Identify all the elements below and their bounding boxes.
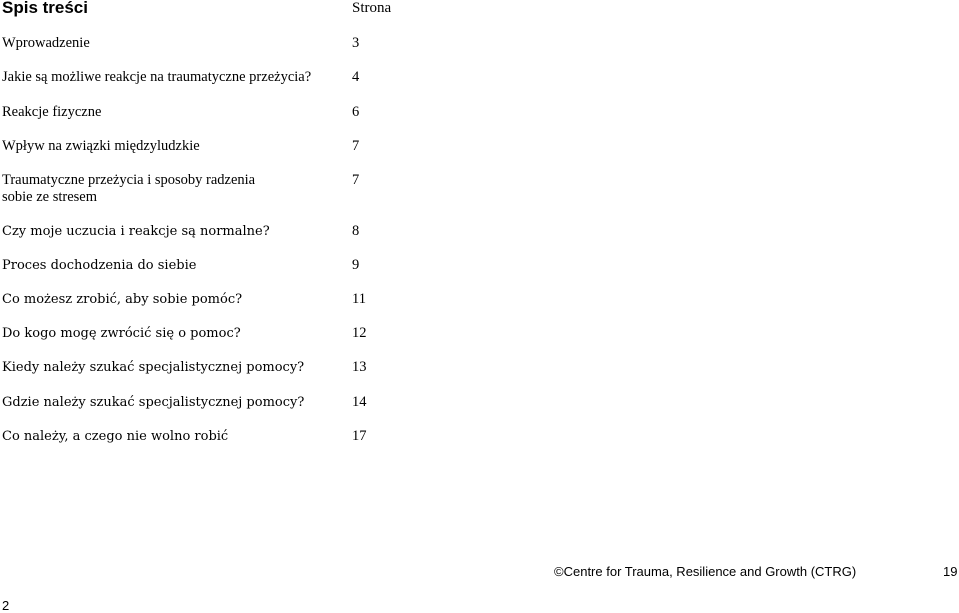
toc-entry-page: 13 — [352, 359, 367, 375]
toc-entry-label: Wpływ na związki międzyludzkie — [2, 138, 200, 154]
toc-entry-label: Kiedy należy szukać specjalistycznej pomocy? — [2, 360, 305, 375]
toc-entry-page: 7 — [352, 172, 360, 188]
copyright-line — [554, 564, 856, 579]
toc-entry-label: Traumatyczne przeżycia i sposoby radzenia — [2, 172, 256, 188]
toc-entry-page: 8 — [352, 223, 360, 239]
toc-entry-label: Co możesz zrobić, aby sobie pomóc? — [2, 292, 243, 307]
toc-entry-label: Proces dochodzenia do siebie — [2, 258, 197, 273]
toc-entry-label: Gdzie należy szukać specjalistycznej pomocy? — [2, 395, 305, 410]
toc-entry-page: 9 — [352, 257, 360, 273]
toc-entry-page: 11 — [352, 291, 366, 307]
toc-entry-label: Jakie są możliwe reakcje na traumatyczne przeżycia? — [2, 69, 312, 85]
page-column-header: Strona — [352, 0, 392, 16]
toc-entry-label: Wprowadzenie — [2, 35, 90, 51]
toc-entry-label: Do kogo mogę zwrócić się o pomoc? — [2, 326, 241, 341]
toc-entry-page: 4 — [352, 69, 360, 85]
toc-entry-page: 7 — [352, 138, 360, 154]
toc-entry-page: 3 — [352, 35, 360, 51]
toc-entry-label-continued: sobie ze stresem — [2, 189, 98, 205]
copyright-text: Centre for Trauma, Resilience and Growth (CTRG) — [563, 564, 857, 579]
toc-entry-page: 14 — [352, 394, 367, 410]
toc-entry-label: Reakcje fizyczne — [2, 104, 102, 120]
copyright-icon: © — [554, 564, 564, 579]
toc-entry-label: Czy moje uczucia i reakcje są normalne? — [2, 224, 270, 239]
toc-title: Spis treści — [2, 0, 88, 17]
toc-entry-page: 17 — [352, 428, 367, 444]
left-page-number: 2 — [2, 598, 10, 613]
toc-entry-page: 6 — [352, 104, 360, 120]
toc-entry-label: Co należy, a czego nie wolno robić — [2, 429, 229, 444]
page-number: 19 — [943, 564, 958, 579]
toc-entry-page: 12 — [352, 325, 367, 341]
